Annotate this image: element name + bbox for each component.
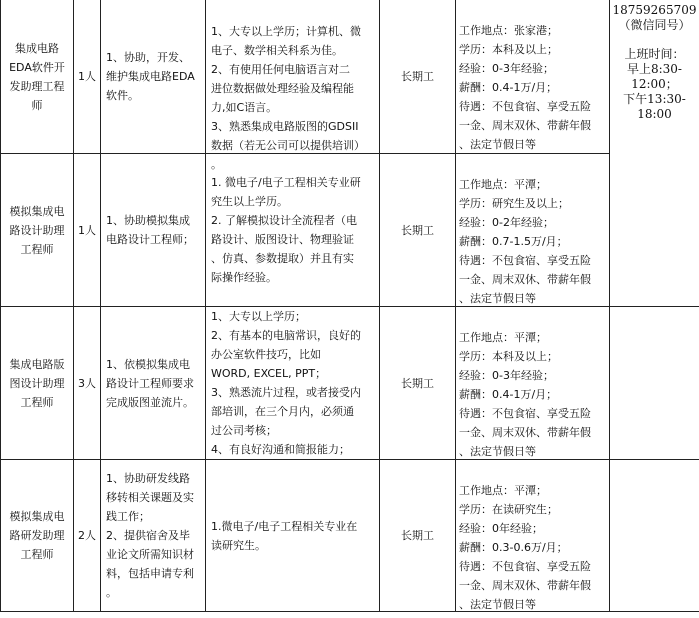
employment-type-cell <box>380 154 455 306</box>
employment-type-cell <box>380 307 455 459</box>
job-duty: 1、协助模拟集成 电路设计工程师； <box>106 214 194 246</box>
headcount-cell <box>74 307 100 459</box>
job-info: 工作地点：平潭； 学历：研究生及以上； 经验：0-2年经验； 薪酬：0.7-1.5万/月； 待遇：不包食宿、享受五险 一金、周末双休、带薪年假 、法定节假日等 <box>459 178 591 305</box>
table-row <box>1 0 73 153</box>
duty-cell <box>106 307 204 459</box>
job-info-cell <box>459 309 609 459</box>
contact-block <box>610 3 699 153</box>
working-hours-afternoon: 下午13:30-18:00 <box>623 92 686 121</box>
job-info-cell <box>459 2 609 152</box>
duty-cell <box>106 154 204 306</box>
job-info-cell <box>459 462 609 611</box>
headcount-cell <box>74 154 100 306</box>
contact-phone: 18759265709（微信同号） <box>612 3 697 32</box>
employment-type-cell <box>380 0 455 153</box>
headcount: 1人 <box>78 70 96 83</box>
job-duty: 1、协助，开发、 维护集成电路EDA 软件。 <box>106 51 195 102</box>
job-duty: 1、协助研发线路 移转相关课题及实 践工作； 2、提供宿舍及毕 业论文所需知识材 料，包括申请专利 。 <box>106 472 194 599</box>
job-requirement: 1. 微电子/电子工程相关专业研 究生以上学历。 2. 了解模拟设计全流程者（电 路设计、版图设计、物理验证 、仿真、参数提取）并且有实 际操作经验。 <box>211 176 361 284</box>
job-requirement: 1、大专以上学历；计算机、微 电子、数学相关科系为佳。 2、有使用任何电脑语言对二 进位数据做处理经验及编程能 力,如C语言。 3、熟悉集成电路版图的GDSII 数据（若无公司可以提供培训） 。 <box>211 25 365 171</box>
employment-type: 长期工 <box>401 376 434 390</box>
duty-cell <box>106 0 204 153</box>
job-info: 工作地点：平潭； 学历：本科及以上； 经验：0-3年经验； 薪酬：0.4-1万/月； 待遇：不包食宿、享受五险 一金、周末双休、带薪年假 、法定节假日等 <box>459 331 591 458</box>
table-row <box>1 307 73 459</box>
requirement-cell <box>211 3 379 171</box>
job-title: 模拟集成电 路设计助理 工程师 <box>9 204 65 256</box>
job-title: 集成电路 EDA软件开 发助理工程 师 <box>9 41 65 112</box>
job-duty: 1、依模拟集成电 路设计工程师要求 完成版图並流片。 <box>106 357 194 409</box>
requirement-cell <box>211 154 379 306</box>
job-info-cell <box>459 156 609 306</box>
job-requirement: 1.微电子/电子工程相关专业在 读研究生。 <box>211 519 358 552</box>
job-info: 工作地点：张家港； 学历：本科及以上； 经验：0-3年经验； 薪酬：0.4-1万/月； 待遇：不包食宿、享受五险 一金、周末双休、带薪年假 、法定节假日等 <box>459 24 591 151</box>
duty-cell <box>106 460 204 611</box>
job-title: 模拟集成电 路研发助理 工程师 <box>9 510 65 561</box>
employment-type: 长期工 <box>401 529 434 542</box>
headcount: 2人 <box>78 529 96 542</box>
employment-type: 长期工 <box>401 223 434 237</box>
job-info: 工作地点：平潭； 学历：在读研究生； 经验：0年经验； 薪酬：0.3-0.6万/月； 待遇：不包食宿、享受五险 一金、周末双休、带薪年假 、法定节假日等 <box>459 484 591 611</box>
table-border-bottom <box>0 611 699 612</box>
headcount-cell <box>74 460 100 611</box>
employment-type-cell <box>380 460 455 611</box>
headcount: 3人 <box>78 376 96 390</box>
job-requirement: 1、大专以上学历； 2、有基本的电脑常识，良好的 办公室软件技巧，比如 WORD, EXCEL, PPT； 3、熟悉流片过程，或者接受内 部培训，在三个月内，必须通 过公司考核； 4、有良好沟通和简报能力； <box>211 310 361 456</box>
working-hours-label: 上班时间： <box>624 47 685 61</box>
requirement-cell <box>211 460 379 611</box>
table-row <box>1 460 73 611</box>
headcount-cell <box>74 0 100 153</box>
job-title: 集成电路版 图设计助理 工程师 <box>9 357 65 409</box>
headcount: 1人 <box>78 223 96 237</box>
requirement-cell <box>211 307 379 459</box>
table-row <box>1 154 73 306</box>
working-hours-morning: 早上8:30-12:00； <box>626 62 682 91</box>
employment-type: 长期工 <box>401 70 434 83</box>
